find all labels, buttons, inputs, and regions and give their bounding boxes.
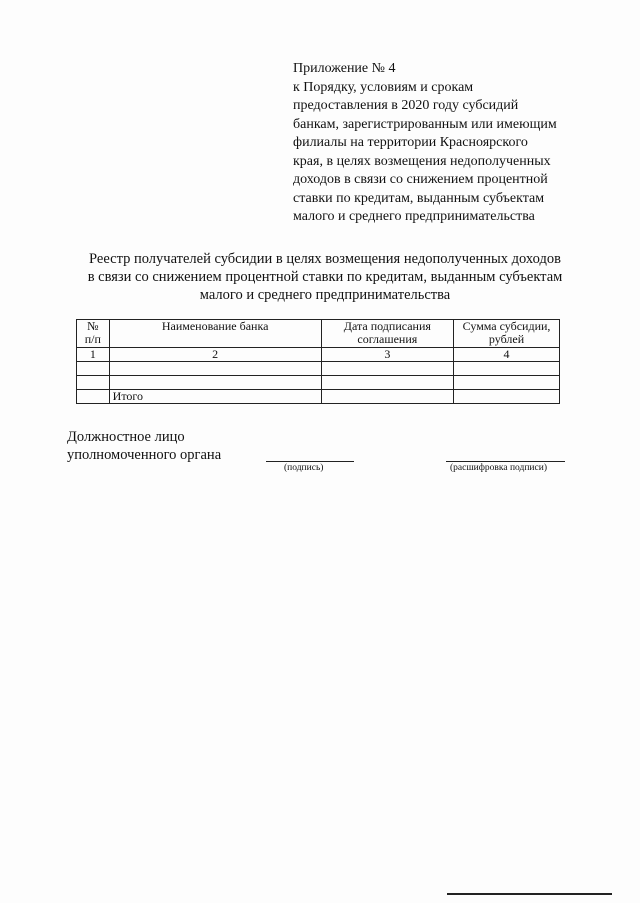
header-text: рублей [488,332,525,346]
appendix-line: филиалы на территории Красноярского [293,135,528,150]
decoding-line [446,461,565,462]
header-text: № [87,319,99,333]
appendix-header [293,60,593,227]
decoding-label: (расшифровка подписи) [450,463,547,473]
total-label: Итого [109,390,321,404]
registry-title [60,250,590,304]
signature-label: (подпись) [284,463,324,473]
table-cell [77,390,110,404]
header-number [77,320,110,348]
table-cell [454,362,560,376]
table-cell [454,390,560,404]
table-cell [77,362,110,376]
table-row [77,362,560,376]
appendix-line: Приложение № 4 [293,61,396,76]
column-number: 1 [77,348,110,362]
appendix-line: доходов в связи со снижением процентной [293,172,548,187]
table-cell [321,362,453,376]
signature-line [266,461,354,462]
table-cell [321,376,453,390]
bottom-rule [447,893,612,895]
official-block [67,428,221,464]
column-number-row [77,348,560,362]
total-row [77,390,560,404]
registry-table [76,319,560,404]
title-line: малого и среднего предпринимательства [199,287,451,303]
table-cell [321,390,453,404]
table-cell [109,362,321,376]
title-line: Реестр получателей субсидии в целях возмещения недополученных доходов [89,251,561,267]
column-number: 3 [321,348,453,362]
title-line: в связи со снижением процентной ставки по кредитам, выданным субъектам [87,269,563,285]
appendix-line: предоставления в 2020 году субсидий [293,98,519,113]
appendix-line: банкам, зарегистрированным или имеющим [293,116,557,132]
header-subsidy-amount [454,320,560,348]
table-header-row [77,320,560,348]
table-row [77,376,560,390]
appendix-line: к Порядку, условиям и срокам [293,79,474,95]
header-bank-name: Наименование банка [109,320,321,348]
column-number: 4 [454,348,560,362]
official-line: уполномоченного органа [67,447,222,463]
appendix-line: малого и среднего предпринимательства [293,209,535,224]
table-cell [77,376,110,390]
table-cell [454,376,560,390]
header-text: соглашения [357,332,418,346]
appendix-line: края, в целях возмещения недополученных [293,153,551,169]
header-text: Сумма субсидии, [462,319,551,333]
appendix-line: ставки по кредитам, выданным субъектам [293,190,545,206]
header-signing-date [321,320,453,348]
official-line: Должностное лицо [67,429,185,445]
header-text: Дата подписания [343,319,431,333]
column-number: 2 [109,348,321,362]
table-cell [109,376,321,390]
header-text: п/п [84,332,101,346]
